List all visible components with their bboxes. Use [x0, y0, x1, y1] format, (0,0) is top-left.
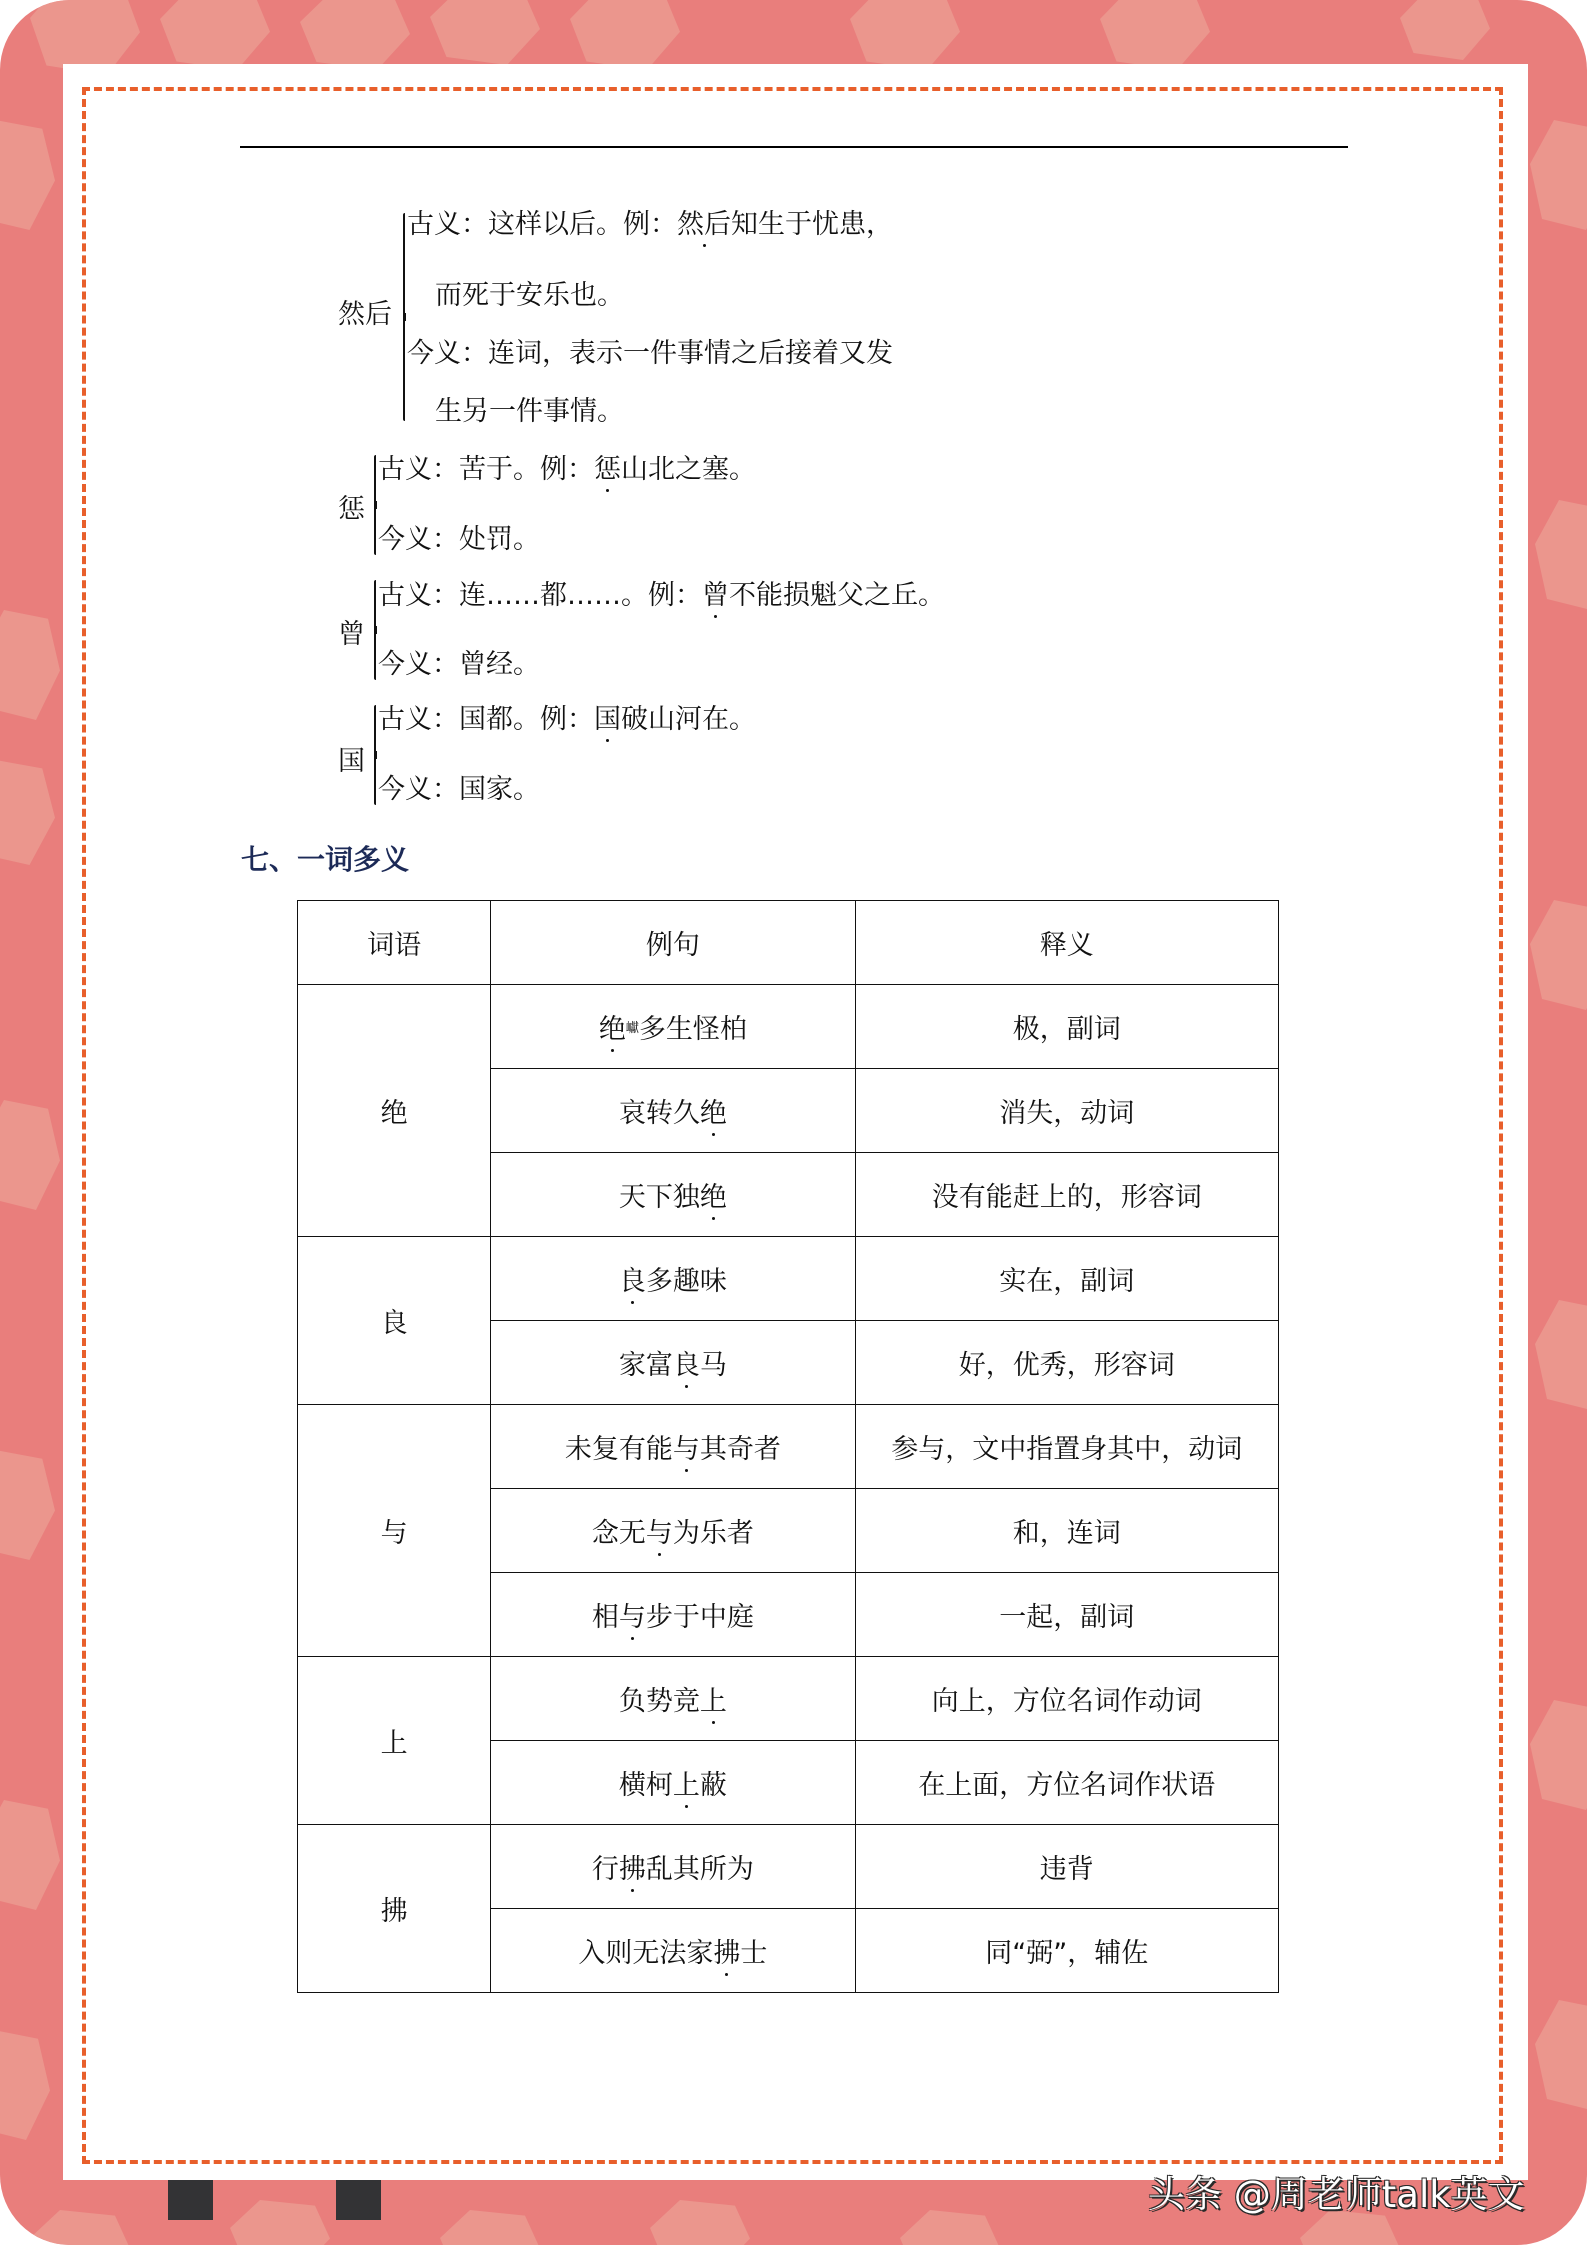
foot-decoration-left	[168, 2180, 213, 2220]
emphasized-term: 国	[594, 704, 621, 735]
frame-pattern-shape	[0, 610, 60, 720]
meaning-cell: 在上面，方位名词作状语	[855, 1741, 1278, 1825]
emphasized-term: 与	[646, 1511, 673, 1550]
example-cell: 哀转久绝	[491, 1069, 855, 1153]
term-label: 曾	[338, 619, 365, 650]
meaning-line: 古义：连……都……。例：曾不能损魁父之丘。	[378, 580, 945, 611]
meaning-line: 而死于安乐也。	[435, 280, 624, 311]
section-heading: 七、一词多义	[241, 843, 410, 876]
frame-pattern-shape	[1100, 0, 1210, 70]
brace-icon	[374, 705, 376, 805]
frame-pattern-shape	[1535, 500, 1587, 610]
meaning-line: 今义：连词，表示一件事情之后接着又发	[407, 338, 893, 369]
frame-pattern-shape	[0, 1800, 60, 1910]
word-cell: 绝	[298, 985, 491, 1237]
term-label: 然后	[338, 299, 392, 330]
meaning-cell: 向上，方位名词作动词	[855, 1657, 1278, 1741]
header-rule	[240, 146, 1348, 148]
emphasized-term: 与	[619, 1595, 646, 1634]
meaning-cell: 一起，副词	[855, 1573, 1278, 1657]
brace-icon	[374, 455, 376, 555]
frame-pattern-shape	[0, 120, 55, 230]
example-cell: 横柯上蔽	[491, 1741, 855, 1825]
word-cell: 上	[298, 1657, 491, 1825]
example-cell: 负势竞上	[491, 1657, 855, 1741]
example-cell: 未复有能与其奇者	[491, 1405, 855, 1489]
meaning-cell: 参与，文中指置身其中，动词	[855, 1405, 1278, 1489]
foot-decoration-right	[336, 2180, 381, 2220]
frame-pattern-shape	[650, 2200, 750, 2245]
annotation-glyph: 巘	[625, 1021, 639, 1036]
table-row	[298, 1405, 1279, 1489]
frame-pattern-shape	[1400, 0, 1490, 60]
frame-pattern-shape	[1535, 2000, 1587, 2110]
meaning-cell: 同“弼”，辅佐	[855, 1909, 1278, 1993]
watermark: 头条 @周老师talk英文	[1148, 2173, 1525, 2216]
example-cell: 入则无法家拂士	[491, 1909, 855, 1993]
emphasized-term: 绝	[700, 1091, 727, 1130]
example-cell: 家富良马	[491, 1321, 855, 1405]
polysemy-table	[297, 900, 1279, 1993]
emphasized-term: 绝	[700, 1175, 727, 1214]
meaning-line: 今义：处罚。	[378, 524, 540, 555]
meaning-cell: 违背	[855, 1825, 1278, 1909]
emphasized-term: 然后	[677, 209, 731, 240]
meaning-cell: 没有能赶上的，形容词	[855, 1153, 1278, 1237]
table-row	[298, 1825, 1279, 1909]
emphasized-term: 惩	[594, 454, 621, 485]
meaning-line: 今义：国家。	[378, 774, 540, 805]
emphasized-term: 良	[673, 1343, 700, 1382]
meaning-line: 生另一件事情。	[435, 396, 624, 427]
frame-pattern-shape	[0, 760, 55, 865]
brace-icon	[403, 213, 405, 421]
example-cell: 念无与为乐者	[491, 1489, 855, 1573]
table-row	[298, 985, 1279, 1069]
meaning-cell: 消失，动词	[855, 1069, 1278, 1153]
table-row	[298, 1657, 1279, 1741]
emphasized-term: 拂	[713, 1931, 740, 1970]
table-row	[298, 1237, 1279, 1321]
word-cell: 拂	[298, 1825, 491, 1993]
table-header-row	[298, 901, 1279, 985]
meaning-cell: 实在，副词	[855, 1237, 1278, 1321]
example-cell: 天下独绝	[491, 1153, 855, 1237]
meaning-line: 古义：这样以后。例：然后知生于忧患，	[407, 209, 893, 240]
brace-icon	[374, 580, 376, 680]
example-cell: 绝$^巘$多生怪柏	[491, 985, 855, 1069]
frame-pattern-shape	[0, 1100, 60, 1210]
frame-pattern-shape	[430, 0, 540, 65]
meaning-line: 今义：曾经。	[378, 649, 540, 680]
emphasized-term: 上	[700, 1679, 727, 1718]
emphasized-term: 与	[673, 1427, 700, 1466]
emphasized-term: 拂	[619, 1847, 646, 1886]
frame-pattern-shape	[1535, 1300, 1587, 1410]
frame-pattern-shape	[900, 2210, 1000, 2245]
word-cell: 良	[298, 1237, 491, 1405]
emphasized-term: 上	[673, 1763, 700, 1802]
frame-pattern-shape	[1530, 120, 1587, 230]
frame-pattern-shape	[0, 1450, 55, 1560]
header-example: 例句	[491, 901, 855, 985]
frame-pattern-shape	[160, 0, 270, 70]
term-label: 惩	[338, 494, 365, 525]
frame-pattern-shape	[300, 0, 410, 70]
meaning-line: 古义：国都。例：国破山河在。	[378, 704, 756, 735]
header-word: 词语	[298, 901, 491, 985]
frame-pattern-shape	[0, 2030, 50, 2140]
meaning-cell: 极，副词	[855, 985, 1278, 1069]
frame-pattern-shape	[230, 2200, 330, 2245]
meaning-cell: 好，优秀，形容词	[855, 1321, 1278, 1405]
frame-pattern-shape	[440, 2210, 540, 2245]
word-cell: 与	[298, 1405, 491, 1657]
meaning-cell: 和，连词	[855, 1489, 1278, 1573]
example-cell: 相与步于中庭	[491, 1573, 855, 1657]
emphasized-term: 曾	[702, 580, 729, 611]
emphasized-term: 绝	[599, 1007, 626, 1046]
frame-pattern-shape	[850, 0, 960, 70]
example-cell: 良多趣味	[491, 1237, 855, 1321]
emphasized-term: 良	[619, 1259, 646, 1298]
frame-pattern-shape	[30, 2210, 130, 2245]
frame-pattern-shape	[570, 0, 680, 70]
frame-pattern-shape	[1530, 900, 1587, 1010]
frame-pattern-shape	[1530, 1700, 1587, 1810]
example-cell: 行拂乱其所为	[491, 1825, 855, 1909]
header-meaning: 释义	[855, 901, 1278, 985]
meaning-line: 古义：苦于。例：惩山北之塞。	[378, 454, 756, 485]
term-label: 国	[338, 746, 365, 777]
